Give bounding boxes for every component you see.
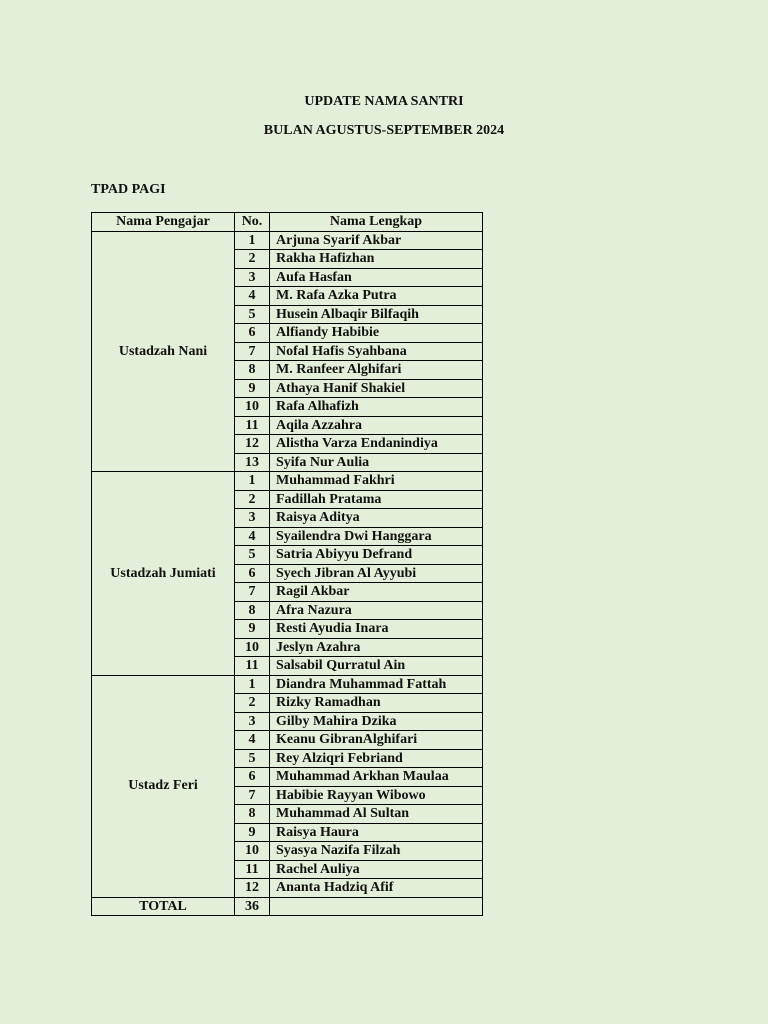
student-name: Raisya Haura — [270, 823, 483, 842]
student-number: 4 — [235, 731, 270, 750]
student-number: 6 — [235, 324, 270, 343]
total-value: 36 — [235, 897, 270, 916]
student-name: Rafa Alhafizh — [270, 398, 483, 417]
student-number: 8 — [235, 805, 270, 824]
student-number: 4 — [235, 527, 270, 546]
student-number: 1 — [235, 231, 270, 250]
document-title: UPDATE NAMA SANTRI — [304, 94, 464, 109]
header-teacher: Nama Pengajar — [92, 213, 235, 232]
student-number: 7 — [235, 786, 270, 805]
student-number: 12 — [235, 435, 270, 454]
student-number: 7 — [235, 342, 270, 361]
student-name: Raisya Aditya — [270, 509, 483, 528]
student-name: Alistha Varza Endanindiya — [270, 435, 483, 454]
student-name: Keanu GibranAlghifari — [270, 731, 483, 750]
student-number: 2 — [235, 694, 270, 713]
student-number: 4 — [235, 287, 270, 306]
student-name: Muhammad Fakhri — [270, 472, 483, 491]
student-number: 3 — [235, 712, 270, 731]
student-name: Fadillah Pratama — [270, 490, 483, 509]
student-number: 8 — [235, 601, 270, 620]
student-name: Athaya Hanif Shakiel — [270, 379, 483, 398]
student-number: 5 — [235, 546, 270, 565]
total-empty — [270, 897, 483, 916]
student-number: 3 — [235, 509, 270, 528]
student-number: 6 — [235, 768, 270, 787]
header-no: No. — [235, 213, 270, 232]
student-name: Diandra Muhammad Fattah — [270, 675, 483, 694]
student-name: Rizky Ramadhan — [270, 694, 483, 713]
student-number: 5 — [235, 305, 270, 324]
student-name: Syasya Nazifa Filzah — [270, 842, 483, 861]
table-row — [92, 472, 483, 491]
student-name: Husein Albaqir Bilfaqih — [270, 305, 483, 324]
student-number: 13 — [235, 453, 270, 472]
student-number: 9 — [235, 823, 270, 842]
student-name: Ragil Akbar — [270, 583, 483, 602]
student-name: Syech Jibran Al Ayyubi — [270, 564, 483, 583]
student-name: Rey Alziqri Febriand — [270, 749, 483, 768]
student-number: 1 — [235, 472, 270, 491]
student-name: Gilby Mahira Dzika — [270, 712, 483, 731]
section-label: TPAD PAGI — [91, 182, 166, 197]
student-name: Habibie Rayyan Wibowo — [270, 786, 483, 805]
teacher-name: Ustadzah Nani — [92, 231, 235, 472]
student-number: 11 — [235, 860, 270, 879]
student-name: Afra Nazura — [270, 601, 483, 620]
student-name: Jeslyn Azahra — [270, 638, 483, 657]
student-number: 11 — [235, 416, 270, 435]
student-name: Rakha Hafizhan — [270, 250, 483, 269]
header-row — [92, 213, 483, 232]
student-number: 10 — [235, 638, 270, 657]
student-name: Muhammad Arkhan Maulaa — [270, 768, 483, 787]
student-number: 12 — [235, 879, 270, 898]
student-number: 1 — [235, 675, 270, 694]
document-subtitle: BULAN AGUSTUS-SEPTEMBER 2024 — [263, 123, 505, 138]
student-name: Syailendra Dwi Hanggara — [270, 527, 483, 546]
student-number: 10 — [235, 398, 270, 417]
student-name: Ananta Hadziq Afif — [270, 879, 483, 898]
student-name: Muhammad Al Sultan — [270, 805, 483, 824]
student-name: Rachel Auliya — [270, 860, 483, 879]
student-name: Syifa Nur Aulia — [270, 453, 483, 472]
table-body — [92, 231, 483, 897]
student-number: 11 — [235, 657, 270, 676]
student-name: Satria Abiyyu Defrand — [270, 546, 483, 565]
student-number: 5 — [235, 749, 270, 768]
student-number: 9 — [235, 620, 270, 639]
student-name: Resti Ayudia Inara — [270, 620, 483, 639]
student-name: Aqila Azzahra — [270, 416, 483, 435]
student-number: 6 — [235, 564, 270, 583]
teacher-name: Ustadz Feri — [92, 675, 235, 897]
student-name: M. Rafa Azka Putra — [270, 287, 483, 306]
student-name: M. Ranfeer Alghifari — [270, 361, 483, 380]
student-number: 2 — [235, 490, 270, 509]
student-number: 9 — [235, 379, 270, 398]
student-name: Arjuna Syarif Akbar — [270, 231, 483, 250]
student-name: Nofal Hafis Syahbana — [270, 342, 483, 361]
student-number: 8 — [235, 361, 270, 380]
student-table — [91, 212, 483, 916]
student-name: Aufa Hasfan — [270, 268, 483, 287]
teacher-name: Ustadzah Jumiati — [92, 472, 235, 676]
student-name: Salsabil Qurratul Ain — [270, 657, 483, 676]
student-number: 10 — [235, 842, 270, 861]
header-name: Nama Lengkap — [270, 213, 483, 232]
total-row — [92, 897, 483, 916]
student-number: 2 — [235, 250, 270, 269]
student-number: 3 — [235, 268, 270, 287]
table-row — [92, 231, 483, 250]
student-name: Alfiandy Habibie — [270, 324, 483, 343]
table-row — [92, 675, 483, 694]
total-label: TOTAL — [92, 897, 235, 916]
student-number: 7 — [235, 583, 270, 602]
